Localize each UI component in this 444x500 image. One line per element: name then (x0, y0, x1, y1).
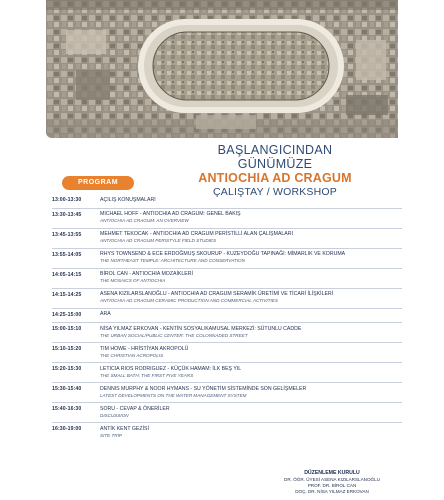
schedule-row (52, 269, 402, 289)
schedule-subtitle: THE NORTHEAST TEMPLE: ARCHITECTURE AND CONSERVATION (100, 258, 245, 263)
aerial-site-photo (46, 0, 398, 138)
schedule-time: 15:20-15:30 (52, 366, 82, 372)
committee-member: DR. ÖĞR. ÜYESİ ASENA KIZILARSLANOĞLU (284, 477, 380, 482)
schedule-title: LETICIA RIOS RODRIGUEZ - KÜÇÜK HAMAM: İLK BEŞ YIL (100, 365, 242, 372)
schedule-row (52, 249, 402, 269)
schedule-title: BİROL CAN - ANTIOCHIA MOZAİKLERİ (100, 271, 193, 277)
title-line-4: ÇALIŞTAY / WORKSHOP (213, 186, 337, 198)
schedule-subtitle: LATEST DEVELOPMENTS ON THE WATER MANAGEMENT SYSTEM (100, 392, 247, 398)
schedule-title: SORU - CEVAP & ÖNERİLER (100, 405, 170, 412)
schedule-subtitle: ANTIOCHIA AD CRAGUM: AN OVERVIEW (100, 218, 189, 223)
schedule-row (52, 403, 402, 423)
schedule-time: 15:10-15:20 (52, 346, 82, 352)
schedule-time: 16:30-19:00 (52, 426, 82, 432)
schedule-title: ASENA KIZILARSLANOĞLU - ANTIOCHIA AD CRAGUM SERAMİK ÜRETİMİ VE TİCARİ İLİŞKİLERİ (100, 291, 334, 297)
schedule-title: DENNIS MURPHY & NOOR HYMANS - SU YÖNETİM SİSTEMİNDE SON GELİŞMELER (100, 385, 307, 392)
schedule-row (52, 309, 402, 324)
schedule-title: TIM HOWE - HRİSTİYAN AKROPOLÜ (100, 345, 189, 352)
schedule-subtitle: DISCUSSION (100, 412, 129, 418)
schedule-row (52, 289, 402, 309)
schedule-subtitle: ANTIOCHIA AD CRAGUM CERAMIC PRODUCTION AND COMMERCIAL ACTIVITIES (100, 298, 278, 303)
schedule-title: MICHAEL HOFF - ANTIOCHIA AD CRAGUM: GENEL BAKIŞ (100, 211, 241, 217)
schedule-title: ARA (100, 311, 111, 317)
schedule-row (52, 383, 402, 403)
title-line-1: BAŞLANGICINDAN (217, 143, 333, 157)
schedule-row (52, 209, 402, 229)
title-line-3: ANTIOCHIA AD CRAGUM (198, 171, 352, 185)
schedule-row (52, 423, 402, 443)
schedule-row (52, 323, 402, 343)
schedule-list (52, 194, 402, 443)
schedule-time: 13:30-13:45 (52, 211, 82, 218)
schedule-time: 14:15-14:25 (52, 291, 82, 298)
schedule-time: 15:30-15:40 (52, 386, 82, 392)
schedule-subtitle: SITE TRIP (100, 432, 122, 438)
schedule-row (52, 229, 402, 249)
committee-member: DOÇ. DR. NİSA YILMAZ ERKOVAN (295, 489, 369, 494)
schedule-title: ANTİK KENT GEZİSİ (100, 425, 149, 432)
title-block (150, 138, 400, 199)
schedule-time: 13:45-13:55 (52, 231, 82, 238)
program-badge: PROGRAM (62, 176, 134, 190)
schedule-row (52, 194, 402, 209)
schedule-subtitle: THE MOSAICS OF ANTIOCHIA (100, 278, 166, 283)
schedule-time: 13:00-13:30 (52, 197, 82, 203)
schedule-subtitle: ANTIOCHIA AD CRAGUM PERISTYLE FIELD STUDIES (100, 238, 217, 243)
schedule-time: 15:40-16:30 (52, 406, 82, 412)
schedule-time: 14:25-15:00 (52, 311, 82, 318)
organising-committee (262, 470, 402, 495)
schedule-subtitle: THE URBAN SOCIAL/PUBLIC CENTER: THE COLONNADED STREET (100, 332, 248, 338)
committee-member: PROF. DR. BİROL CAN (307, 483, 357, 488)
schedule-row (52, 343, 402, 363)
schedule-title: AÇILIŞ KONUŞMALARI (100, 196, 156, 203)
schedule-title: NİSA YILMAZ ERKOVAN - KENTİN SOSYAL/KAMUSAL MERKEZİ: SÜTUNLU CADDE (100, 325, 302, 332)
schedule-time: 14:05-14:15 (52, 271, 82, 278)
committee-heading: DÜZENLEME KURULU (304, 470, 360, 476)
title-line-2: GÜNÜMÜZE (237, 157, 313, 171)
schedule-subtitle: THE SMALL BATH: THE FIRST FIVE YEARS (100, 372, 194, 378)
schedule-title: MEHMET TEKOCAK - ANTIOCHIA AD CRAGUM PERİSTİLLİ ALAN ÇALIŞMALARI (100, 231, 293, 237)
schedule-time: 13:55-14:05 (52, 251, 82, 258)
schedule-title: RHYS TOWNSEND & ECE ERDOĞMUŞ SKOURUP - KUZEYDOĞU TAPINAĞI: MİMARLIK VE KORUMA (100, 251, 346, 257)
schedule-row (52, 363, 402, 383)
schedule-time: 15:00-15:10 (52, 326, 82, 332)
schedule-subtitle: THE CHRISTIAN ACROPOLIS (100, 352, 164, 358)
